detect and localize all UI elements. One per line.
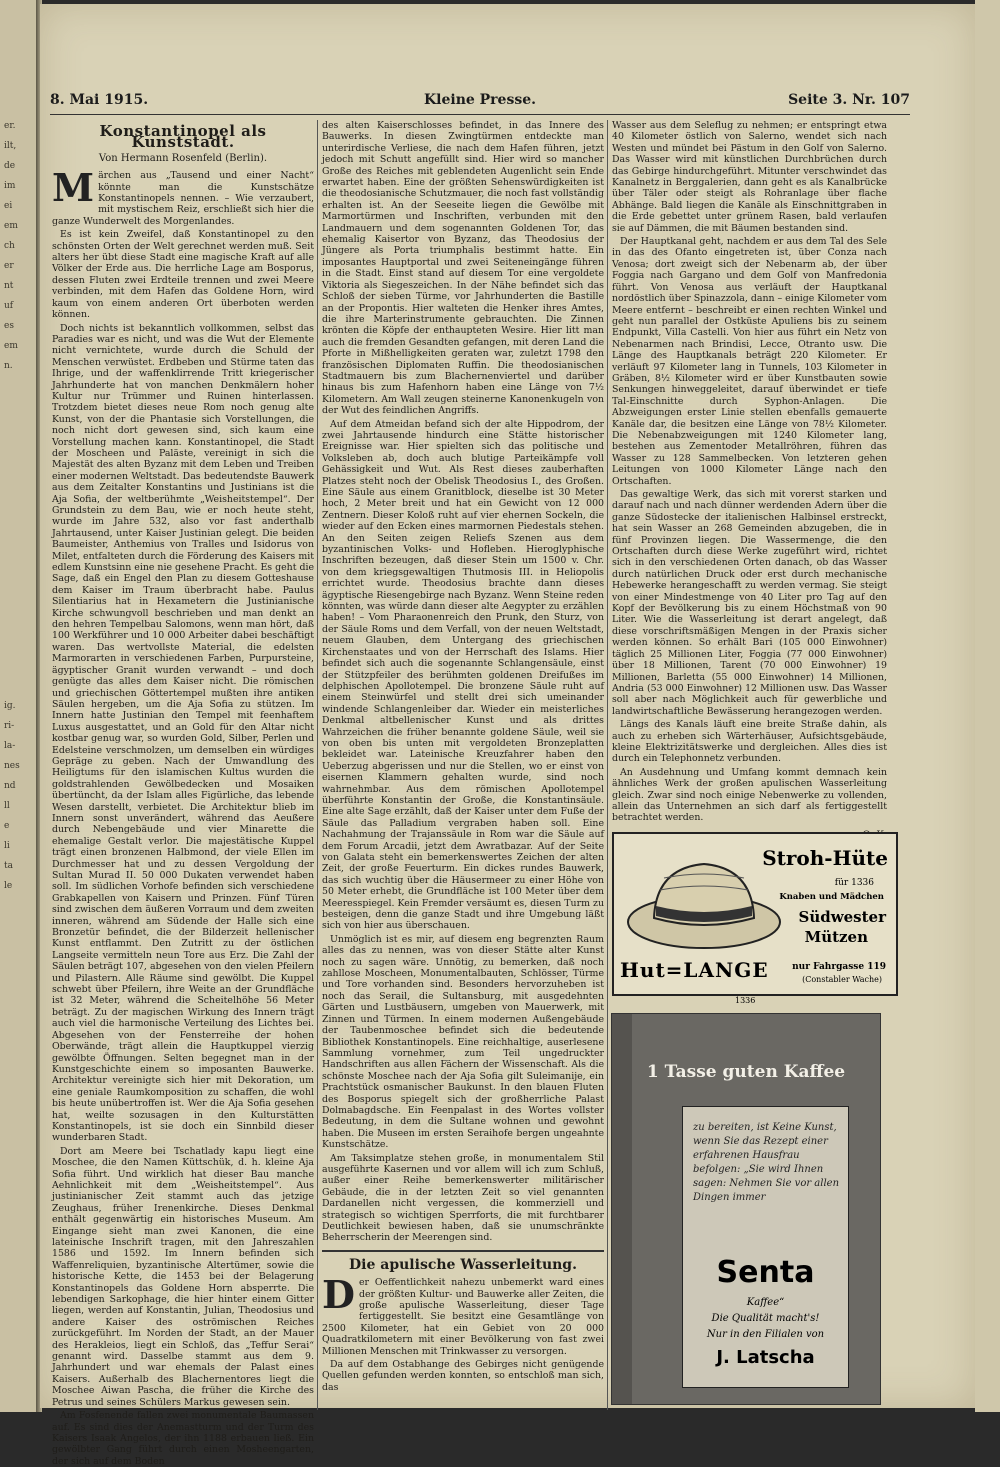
ad-address: (Constabler Wache) (802, 975, 882, 984)
advertisement-coffee (611, 1013, 881, 1405)
page-header (50, 92, 910, 115)
ad-slogan: Die Qualität macht's! (711, 1313, 820, 1324)
paragraph: Dort am Meere bei Tschatlady kapu liegt eine Moschee, die den Namen Küttschük, d. h. kleine Aja Sofia führt. Und wirklich hat dieser Bau manche Aehnlichkeit mit dem „Weisheitstempel“. Aus justinianischer Zeit stammt auch das jetzige Zeughaus, früher Irenenkirche. Dieses Denkmal enthält gegenwärtig ein historisches Museum. Am Eingange sieht man zwei Kanonen, die eine lateinische Inschrift tragen, mit den Jahreszahlen 1586 und 1592. Im Innern befinden sich Waffenreliquien, byzantinische Altertümer, sowie die historische Kette, die 1453 bei der Belagerung Konstantinopels das Goldene Horn absperrte. Die lebendigen Sarkophage, die hier hinter einem Gitter liegen, werden auf Konstantin, Julian, Theodosius und andere Kaiser des oströmischen Reiches zurückgeführt. Im Norden der Stadt, an der Mauer des Herakleios, liegt ein Schloß, das „Teffur Serai“ genannt wird. Dasselbe stammt aus dem 9. Jahrhundert und war ehemals der Palast eines Kaisers. Außerhalb des Blachernentores liegt die Moschee Aiwan Pascha, die früher die Kirche des Petrus und seines Schülers Markus gewesen sein. (52, 1145, 314, 1408)
straw-hat-icon (624, 844, 784, 954)
article-headline: Die apulische Wasserleitung. (349, 1256, 577, 1273)
drop-cap: M (52, 165, 95, 211)
prev-page-fragment: nd (4, 781, 16, 791)
issue-date: 8. Mai 1915. (50, 92, 149, 108)
prev-page-fragment: er (4, 261, 14, 271)
ad-quote: zu bereiten, ist Keine Kunst, wenn Sie das Rezept einer erfahrenen Hausfrau befolgen: „Sie wird Ihnen sagen: Nehmen Sie vor allen Dingen immer (693, 1122, 840, 1203)
paragraph: Auf dem Atmeidan befand sich der alte Hippodrom, der zwei Jahrtausende hindurch eine Stätte historischer Ereignisse war. Hier spielten sich das politische und Volksleben ab, doch auch blutige Parteikämpfe voll Gehässigkeit und Wut. Als Rest dieses zauberhaften Platzes steht noch der Obelisk Theodosius I., des Großen. Eine Säule aus einem Granitblock, dieselbe ist 30 Meter hoch, 2 Meter breit und hat ein Gewicht von 12 000 Zentnern. Dieser Koloß ruht auf vier ehernen Sockeln, die wieder auf den Ecken eines marmornen Piedestals stehen. An den Seiten zeigen Reliefs Szenen aus dem byzantinischen Volks- und Hofleben. Hieroglyphische Inschriften bezeugen, daß dieser Stein um 1500 v. Chr. von dem kriegsgewaltigen Thutmosis III. in Heliopolis errichtet wurde. Theodosius brachte dann dieses ägyptische Riesengebirge nach Byzanz. Wenn Steine reden könnten, was würde dann dieser alte Aegypter zu erzählen haben! – Vom Pharaonenreich den Prunk, den Sturz, von der Säule Roms und dem Verfall, von der neuen Weltstadt, neuem Glauben, dem Untergang des griechischen Kirchenstaates und von der Herrschaft des Islams. Hier befindet sich auch die sogenannte Schlangensäule, einst der Stützpfeiler des berühmten goldenen Dreifußes im delphischen Apollotempel. Die bronzene Säule ruht auf einem Steinwürfel und stellt drei sich umeinander windende Schlangenleiber dar. Wieder ein meisterliches Denkmal altbellenischer Kunst und als drittes Wahrzeichen die früher benannte goldene Säule, weil sie von oben bis unten mit vergoldeten Bronzeplatten bekleidet war. Lateinische Kreuzfahrer haben den Ueberzug abgerissen und nur die Stellen, wo er einst von eisernen Klammern gehalten wurde, sind noch wahrnehmbar. Aus dem römischen Apollotempel überführte Konstantin der Große, die Konstantinsäule. Eine alte Sage erzählt, daß der Kaiser unter dem Fuße der Säule das Palladium vergraben haben soll. Eine Nachahmung der Trajanssäule in Rom war die Säule auf dem Forum Arcadii, jetzt dem Awratbazar. Auf der Seite von Galata steht ein bemerkenswertes Zeichen der alten Zeit, der große Feuerturm. Ein dickes rundes Bauwerk, das sich wuchtig über die Häusermeer zu einer Höhe von 50 Meter erhebt, die Grundfläche ist 100 Meter über dem Meeresspiegel. Kein Fremder versäumt es, diesen Turm zu besteigen, denn die ganze Stadt und ihre Umgebung läßt sich von hier aus überschauen. (322, 418, 604, 932)
ad-text: Knaben und Mädchen (779, 892, 884, 902)
prev-page-fragment: ri- (4, 721, 15, 731)
ad-text: Nur in den Filialen von (706, 1329, 825, 1340)
ad-title: Stroh-Hüte (762, 846, 888, 870)
prev-page-fragment: e (4, 821, 10, 831)
ad-number: 1336 (735, 996, 756, 1005)
prev-page-fragment: ll (4, 801, 10, 811)
ad-headline: 1 Tasse guten Kaffee (646, 1062, 846, 1082)
paragraph: des alten Kaiserschlosses befindet, in das Innere des Bauwerks. In diesen Zwingtürmen entdeckte man unterirdische Verliese, die nach dem Hafen führen, jetzt jedoch mit Schutt angefüllt sind. Hier wird so mancher Große des Reiches mit geblendeten Augenlicht sein Ende erwartet haben. Eine der größten Sehenswürdigkeiten ist die theodosianische Schutzmauer, die noch fast vollständig erhalten ist. An der Seeseite liegen die Gewölbe mit Marmortürmen und Inschriften, verbunden mit den Landmauern und dem sogenannten Goldenen Tor, das ehemalig Kaisertor von Byzanz, das Theodosius der Jüngere als Porta triumphalis bestimmt hatte. Ein imposantes Hauptportal und zwei Seiteneingänge führen in die Stadt. Einst stand auf diesem Tor eine vergoldete Viktoria als Siegeszeichen. In der Nähe befindet sich das Schloß der sieben Türme, vor Jahrhunderten die Bastille an der Propontis. Hier walteten die Henker ihres Amtes, die ihre Marterinstrumente gebrauchten. Die Zinnen krönten die Köpfe der enthaupteten Wesire. Hier litt man auch die fremden Gesandten gefangen, mit deren Land die Pforte in Mißhelligkeiten geraten war, zuletzt 1798 den französischen Diplomaten Ruffin. Die theodosianischen Stadtmauern bis zum Blachernenviertel und darüber hinaus bis zum Hafenhorn haben eine Länge von 7½ Kilometern. Am Wall zeugen steinerne Kanonenkugeln von der Wut des feindlichen Angriffs. (322, 120, 604, 417)
prev-page-fragment: es (4, 321, 14, 331)
column-rule (607, 120, 608, 1410)
paragraph: Das gewaltige Werk, das sich mit vorerst starken und darauf nach und nach dünner werdenden Adern über die ganze Südostecke der italienischen Halbinsel erstreckt, hat sein Wasser an 268 Gemeinden abzugeben, die in fünf Provinzen liegen. Die Wassermenge, die den Ortschaften durch diese Werke zugeführt wird, richtet sich in den verschiedenen Orten danach, ob das Wasser durch natürlichen Druck oder erst durch mechanische Hebewerke herangeschafft zu werden vermag. Sie steigt von einer Mindestmenge von 40 Liter pro Tag auf den Kopf der Bevölkerung bis zu einem Höchstmaß von 90 Liter. Wie die Wasserleitung ist derart angelegt, daß diese vorschriftsmäßigen Mengen in der Praxis sicher werden können. So erhält Bari (105 000 Einwohner) täglich 25 Millionen Liter, Foggia (77 000 Einwohner) über 18 Millionen, Tarent (70 000 Einwohner) 19 Millionen, Barletta (55 000 Einwohner) 14 Millionen, Andria (53 000 Einwohner) 12 Millionen usw. Das Wasser soll aber nach Möglichkeit auch für gewerbliche und landwirtschaftliche Bewässerung herangezogen werden. (612, 489, 887, 717)
prev-page-fragment: im (4, 181, 16, 191)
ad-address: nur Fahrgasse 119 (792, 962, 886, 972)
article-column-3 (612, 120, 887, 824)
ad-brand: Senta (716, 1255, 815, 1290)
previous-page-edge (0, 0, 37, 1412)
prev-page-fragment: n. (4, 361, 13, 371)
prev-page-fragment: ilt, (4, 141, 17, 151)
paragraph: Doch nichts ist bekanntlich vollkommen, selbst das Paradies war es nicht, und was die Wut der Elemente nicht vernichtete, wurde durch die Schuld der Menschen verwüstet. Erdbeben und Stürme taten das Ihrige, und der waffenklirrende Tritt kriegerischer Jahrhunderte hat von manchen Denkmälern hoher Kultur nur Trümmer und Ruinen hinterlassen. Trotzdem bietet dieses neue Rom noch genug alte Kunst, von der die Phantasie sich Vorstellungen, die noch nicht dort gewesen sind, sich kaum eine Vorstellung machen kann. Konstantinopel, die Stadt der Moscheen und Paläste, vereinigt in sich die Majestät des alten Byzanz mit dem Leben und Treiben einer modernen Weltstadt. Das bedeutendste Bauwerk aus dem Zeitalter Konstantins und Justinians ist die Aja Sofia, der weltberühmte „Weisheitstempel“. Der Grundstein zu dem Bau, wie er noch heute steht, wurde im Jahre 532, also vor fast anderthalb Jahrtausend, unter Kaiser Justinian gelegt. Die beiden Baumeister, Anthemius von Tralles und Isidorus von Milet, entfalteten durch die Förderung des Kaisers mit edlem Kunstsinn eine nie gesehene Pracht. Es geht die Sage, daß ein Engel den Plan zu diesem Gotteshause dem Kaiser im Traum überbracht habe. Paulus Silentiarius hat in Hexametern die Justinianische Kirche schwungvoll beschrieben und man denkt an den hehren Tempelbau Salomons, wenn man hört, daß 100 Werkführer und 10 000 Arbeiter dabei beschäftigt waren. Das wertvollste Material, die edelsten Marmorarten in verschiedenen Farben, Purpursteine, ägyptischer Granit wurden verwandt – und doch genügte das alles dem Kaiser nicht. Die römischen und griechischen Göttertempel mußten ihre antiken Säulen hergeben, um die Aja Sofia zu stützen. Im Innern hatte Justinian den Tempel mit feenhaftem Luxus ausgestattet, und an Gold für den Altar nicht kostbar genug war, so wurden Gold, Silber, Perlen und Edelsteine verschmolzen, um demselben ein würdiges Gepräge zu geben. Nach der Umwandlung des Heiligtums für den islamischen Kultus wurden die goldstrahlenden Gewölbedecken und Mosaiken übertüncht, da der Islam alles Figürliche, das lebende Wesen darstellt, verbietet. Die Architektur blieb im Innern sonst unverändert, während das Aeußere durch Nebengebäude und vier Minarette die ehemalige Gestalt verlor. Die majestätische Kuppel trägt einen bronzenen Halbmond, der viele Ellen im Durchmesser hat und zu dessen Vergoldung der Sultan Murad II. 50 000 Dukaten verwendet haben soll. Im südlichen Vorhofe befinden sich verschiedene Grabkapellen von Kaisern und Prinzen. Fünf Türen sind zwischen dem äußeren Vorraum und dem zweiten inneren, während am Südende der Halle sich eine Bronzetür befindet, die der Bilderzeit hellenischer Kunst entflammt. Den Zutritt zu der östlichen Langseite vermitteln neun Tore aus Erz. Die Zahl der Säulen beträgt 107, abgesehen von den vielen Pfeilern und Pilastern. Alle Räume sind gewölbt. Die Kuppel schwebt über Pfeilern, ihre Weite an der Grundfläche ist 32 Meter, während die Scheitelhöhe 56 Meter beträgt. Zu der magischen Wirkung des Innern trägt auch viel die harmonische Verteilung des Lichtes bei. Abgesehen von der Fensterreihe der hohen Oberwände, trägt allein die Hauptkuppel vierzig gewölbte Öffnungen. Selten begegnet man in der Kunstgeschichte einem so imposanten Bauwerke. Architektur vereinigte sich hier mit Dekoration, um eine geniale Raumkomposition zu schaffen, die wohl bis heute unübertroffen ist. Wer die Aja Sofia gesehen hat, weilte sozusagen in den Kulturstätten Konstantinopels, ist sie doch ein Sinnbild dieser wunderbaren Stadt. (52, 322, 314, 1144)
prev-page-fragment: nt (4, 281, 14, 291)
paragraph: Es ist kein Zweifel, daß Konstantinopel zu den schönsten Orten der Welt gerechnet werden muß. Seit alters her übt diese Stadt eine magische Kraft auf alle Völker der Erde aus. Die herrliche Lage am Bosporus, dessen Fluten zwei Erdteile trennen und zwei Meere verbinden, mit dem Hafen das Goldene Horn, wird kaum von einem anderen Ort überboten werden können. (52, 229, 314, 321)
prev-page-fragment: em (4, 341, 18, 351)
prev-page-fragment: ig. (4, 701, 16, 711)
prev-page-fragment: de (4, 161, 16, 171)
paragraph: Unmöglich ist es mir, auf diesem eng begrenzten Raum alles das zu nennen, was von dieser Stätte alter Kunst noch zu sagen wäre. Unnötig, zu bemerken, daß noch zahllose Moscheen, Monumentalbauten, Schlösser, Türme und Tore vorhanden sind. Besonders hervorzuheben ist noch das Serail, die Sultansburg, mit ausgedehnten Gärten und Lustbäusern, umgeben von Mauerwerk, mit Zinnen und Türmen. In einem modernen Außengebäude der Taubenmoschee befindet sich die bedeutende Bibliothek Konstantinopels. Eine reichhaltige, auserlesene Sammlung vornehmer, zum Teil ungedruckter Handschriften aus allen Fächern der Wissenschaft. Als die schönste Moschee nach der Aja Sofia gilt Suleimanije, ein Prachtstück osmanischer Baukunst. In den blauen Fluten des Bosporus spiegelt sich der großherrliche Palast Dolmabagdsche. Ein Feenpalast in des Wortes vollster Bedeutung, in dem die Sultane wohnen und gewohnt haben. Die Museen im ersten Seraihofe bergen ungeahnte Kunstschätze. (322, 933, 604, 1151)
paragraph: er Oeffentlichkeit nahezu unbemerkt ward eines der größten Kultur- und Bauwerke aller Zeiten, die große apulische Wasserleitung, dieser Tage fertiggestellt. Sie besitzt eine Gesamtlänge von 2500 Kilometer, hat ein Gebiet von 20 000 Quadratkilometern mit einer Bevölkerung von fast zwei Millionen Menschen mit Trinkwasser zu versorgen. (322, 1277, 604, 1357)
drop-cap: D (322, 1272, 355, 1318)
ad-product: Südwester (798, 908, 886, 926)
paragraph: Wasser aus dem Seleflug zu nehmen; er entspringt etwa 40 Kilometer östlich von Salerno, wendet sich nach Westen und mündet bei Pästum in den Golf von Salerno. Das Wasser wird mit künstlichen Durchbrüchen durch das Gebirge hindurchgeführt. Mitunter verschwindet das Kanalnetz in Berggalerien, dann geht es als Kanalbrücke über Täler oder steigt als Rohranlage über flache Abhänge. Bald liegen die Kanäle als Einschnittgraben in die Erde gebettet unter grünem Rasen, bald verlaufen sie auf Dämmen, die mit Bäumen bestanden sind. (612, 120, 887, 234)
prev-page-fragment: ch (4, 241, 15, 251)
ad-company: J. Latscha (716, 1347, 815, 1368)
prev-page-fragment: em (4, 221, 18, 231)
article-column-1 (52, 120, 314, 1467)
paragraph: An Ausdehnung und Umfang kommt demnach kein ähnliches Werk der großen apulischen Wasserleitung gleich. Zwar sind noch einige Nebenwerke zu vollenden, allein das Unternehmen an sich darf als fertiggestellt betrachtet werden. (612, 766, 887, 824)
page-number: Seite 3. Nr. 107 (788, 92, 910, 108)
column-rule (317, 120, 318, 1410)
ad-text: Kaffee“ (746, 1297, 785, 1308)
prev-page-fragment: ta (4, 861, 13, 871)
ad-panel (682, 1106, 849, 1388)
prev-page-fragment: la- (4, 741, 16, 751)
article-separator (322, 1250, 604, 1252)
prev-page-fragment: nes (4, 761, 20, 771)
prev-page-fragment: le (4, 881, 13, 891)
newspaper-title: Kleine Presse. (423, 92, 537, 108)
paragraph: Da auf dem Ostabhange des Gebirges nicht genügende Quellen gefunden werden konnten, so entschloß man sich, das (322, 1359, 604, 1393)
article-byline: Von Hermann Rosenfeld (Berlin). (98, 152, 268, 164)
article-headline: Konstantinopel als Kunststadt. (99, 122, 267, 152)
next-page-edge (975, 0, 1000, 1412)
paragraph: Der Hauptkanal geht, nachdem er aus dem Tal des Sele in das des Ofanto eingetreten ist, über Conza nach Venosa; dort zweigt sich der Nebenarm ab, der über Foggia nach Gargano und dem Golf von Manfredonia führt. Von Venosa aus verläuft der Hauptkanal nordöstlich über Spinazzola, dann – einige Kilometer vom Meere entfernt – beschreibt er einen rechten Winkel und geht nun parallel der Ostküste Apuliens bis zu seinem Endpunkt, Villa Castelli. Von hier aus führt ein Netz von Nebenarmen nach Brindisi, Lecce, Otranto usw. Die Länge des Hauptkanals beträgt 220 Kilometer. Er verläuft 97 Kilometer lang in Tunnels, 103 Kilometer in Gräben, 8½ Kilometer wird er über Kunstbauten sowie Senkungen hinweggeleitet, darauf überwindet er tiefe Tal-Einschnitte durch Syphon-Anlagen. Die Abzweigungen erster Linie stellen ebenfalls gemauerte Kanäle dar, die besitzen eine Länge von 78½ Kilometer. Die Nebenabzweigungen mit 1240 Kilometer lang, bestehen aus Zementoder Metallröhren, führen das Wasser zu 128 Sammelbecken. Von letzteren gehen Leitungen von 1000 Kilometer Länge nach den Ortschaften. (612, 236, 887, 487)
prev-page-fragment: uf (4, 301, 14, 311)
ad-brand: Hut=LANGE (620, 958, 769, 982)
paragraph: Längs des Kanals läuft eine breite Straße dahin, als auch zu erheben sich Wärterhäuser, Aufsichtsgebäude, kleine Elektrizitätswerke und dergleichen. Alles dies ist durch ein Telephonnetz verbunden. (612, 719, 887, 765)
prev-page-fragment: ei (4, 201, 13, 211)
advertisement-straw-hats (612, 832, 898, 996)
ad-product: Mützen (804, 928, 868, 946)
paragraph: ärchen aus „Tausend und einer Nacht“ könnte man die Kunstschätze Konstantinopels nennen. – Wie verzaubert, mit mystischem Reiz, erschließt sich hier die ganze Wunderwelt des Morgenlandes. (52, 170, 314, 227)
paragraph: Am Taksimplatze stehen große, in monumentalem Stil ausgeführte Kasernen und vor allem will ich zum Schluß, außer einer Reihe bemerkenswerter militärischer Gebäude, die in der letzten Zeit so viel genannten Dardanellen nicht vergessen, die kommerziell und strategisch so wichtigen Sperrforts, die mit furchtbarer Deutlichkeit bewiesen haben, daß sie unumschränkte Beherrscherin der Meerengen sind. (322, 1152, 604, 1244)
ad-text: für 1336 (834, 878, 874, 888)
paragraph: Am Fosfenende fallen zwei monumentale Baumassen auf. Es sind dies der Anemastturm und der Turm des Kaisers Isaak Angelos, der ihn 1188 erbauen ließ. Ein gewölbter Gang führt durch einen Mosheengarten, der sich auf dem Boden (52, 1410, 314, 1467)
article-column-2 (322, 120, 604, 1410)
prev-page-fragment: li (4, 841, 10, 851)
prev-page-fragment: er. (4, 121, 16, 131)
